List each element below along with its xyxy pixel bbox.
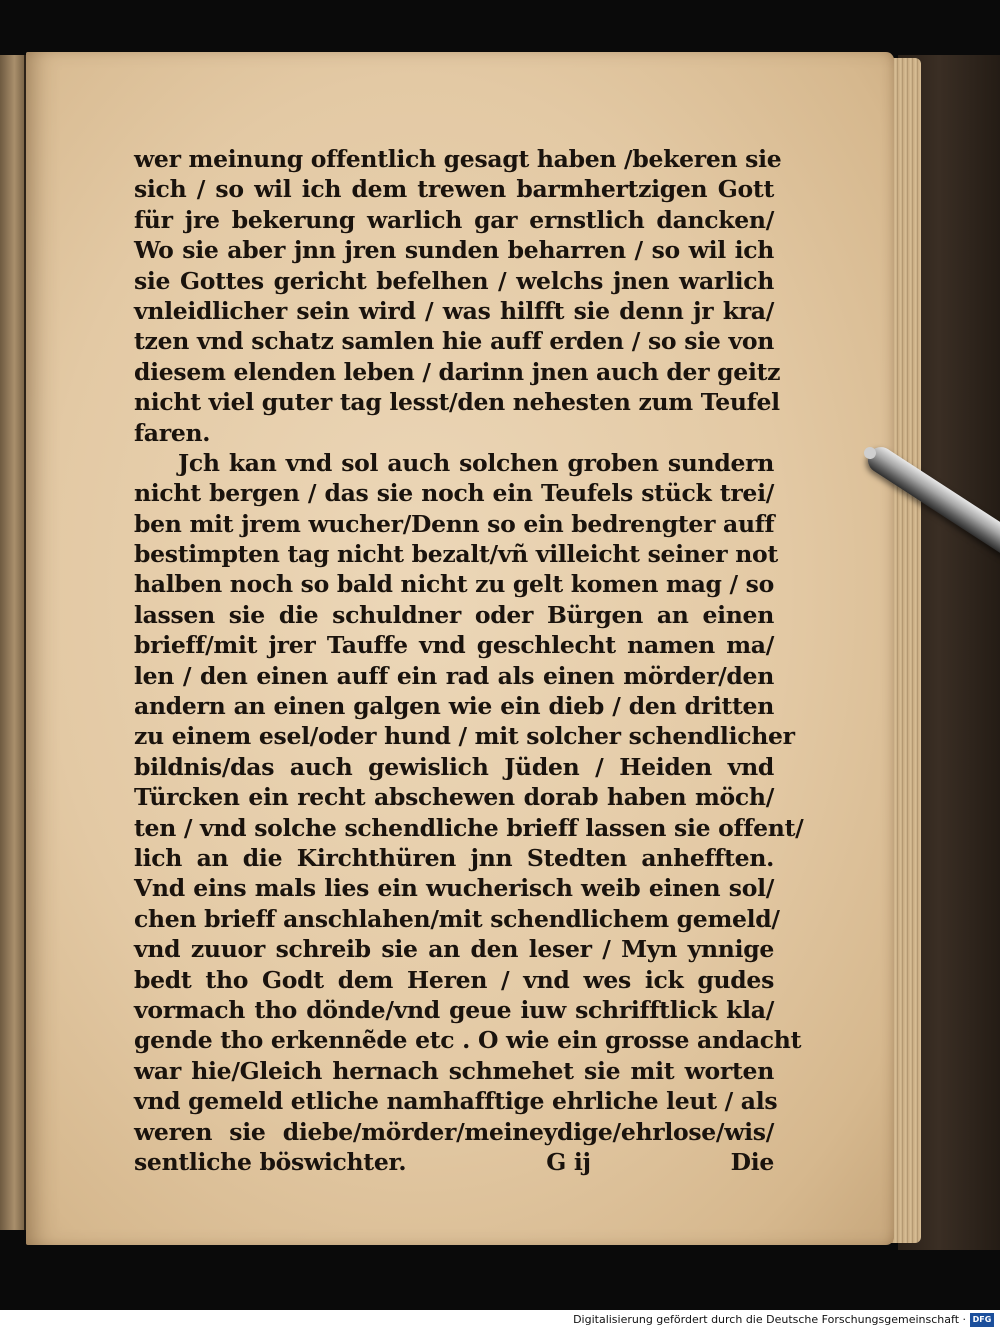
signature-mark: G ij	[546, 1147, 591, 1176]
text-line: war hie/Gleich hernach schmehet sie mit worten	[134, 1056, 774, 1085]
text-line: ten / vnd solche schendliche brieff lassen sie offent/	[134, 813, 804, 842]
text-line: bedt tho Godt dem Heren / vnd wes ick gudes	[134, 965, 774, 994]
funding-credit: Digitalisierung gefördert durch die Deutsche Forschungsgemeinschaft ·	[573, 1313, 966, 1326]
book-page	[26, 52, 894, 1245]
left-page-edge	[0, 55, 26, 1230]
text-line: bestimpten tag nicht bezalt/vñ villeicht seiner not	[134, 540, 778, 569]
text-line: vormach tho dönde/vnd geue iuw schrifftlick kla/	[134, 995, 774, 1024]
text-line: vnd gemeld etliche namhafftige ehrliche leut / als	[134, 1087, 778, 1116]
text-line: nicht bergen / das sie noch ein Teufels stück trei/	[134, 479, 774, 508]
text-line: wer meinung offentlich gesagt haben /bekeren sie	[134, 145, 782, 173]
text-line: andern an einen galgen wie ein dieb / den dritten	[134, 692, 774, 721]
text-line: vnleidlicher sein wird / was hilfft sie denn jr kra/	[134, 296, 774, 325]
text-line: für jre bekerung warlich gar ernstlich dancken/	[134, 205, 774, 234]
text-line: diesem elenden leben / darinn jnen auch der geitz	[134, 357, 781, 386]
text-line: lich an die Kirchthüren jnn Stedten anhefften.	[134, 843, 774, 872]
dfg-logo: DFG	[970, 1313, 994, 1327]
catchword: Die	[730, 1147, 774, 1176]
text-line: tzen vnd schatz samlen hie auff erden / so sie von	[134, 327, 774, 356]
text-line: vnd zuuor schreib sie an den leser / Myn ynnige	[134, 935, 774, 964]
text-line: gende tho erkennẽde etc . O wie ein grosse andacht	[134, 1026, 802, 1055]
last-text-line: sentliche böswichter.	[134, 1147, 407, 1176]
text-line: lassen sie die schuldner oder Bürgen an einen	[134, 600, 774, 629]
text-line: sie Gottes gericht befelhen / welchs jnen warlich	[134, 266, 774, 295]
text-line: len / den einen auff ein rad als einen mörder/den	[134, 661, 774, 690]
text-line: Vnd eins mals lies ein wucherisch weib einen sol/	[134, 874, 774, 903]
page-footer-line	[134, 1147, 774, 1177]
text-line: faren.	[134, 418, 211, 447]
page-text-block	[134, 144, 804, 1177]
paragraph-start-line: Jch kan vnd sol auch solchen groben sundern	[178, 448, 774, 477]
text-line: ben mit jrem wucher/Denn so ein bedrengter auff	[134, 509, 775, 538]
text-line: halben noch so bald nicht zu gelt komen mag / so	[134, 570, 774, 599]
text-line: Wo sie aber jnn jren sunden beharren / so wil ich	[134, 236, 774, 265]
text-line: nicht viel guter tag lesst/den nehesten zum Teufel	[134, 388, 780, 417]
text-line: Türcken ein recht abschewen dorab haben möch/	[134, 783, 774, 812]
text-line: brieff/mit jrer Tauffe vnd geschlecht namen ma/	[134, 631, 774, 660]
text-line: sich / so wil ich dem trewen barmhertzigen Gott	[134, 175, 774, 204]
text-line: weren sie diebe/mörder/meineydige/ehrlose/wis/	[134, 1117, 774, 1146]
text-line: chen brieff anschlahen/mit schendlichem gemeld/	[134, 904, 780, 933]
text-line: bildnis/das auch gewislich Jüden / Heiden vnd	[134, 752, 774, 781]
text-line: zu einem esel/oder hund / mit solcher schendlicher	[134, 722, 795, 751]
credit-strip	[0, 1310, 1000, 1330]
